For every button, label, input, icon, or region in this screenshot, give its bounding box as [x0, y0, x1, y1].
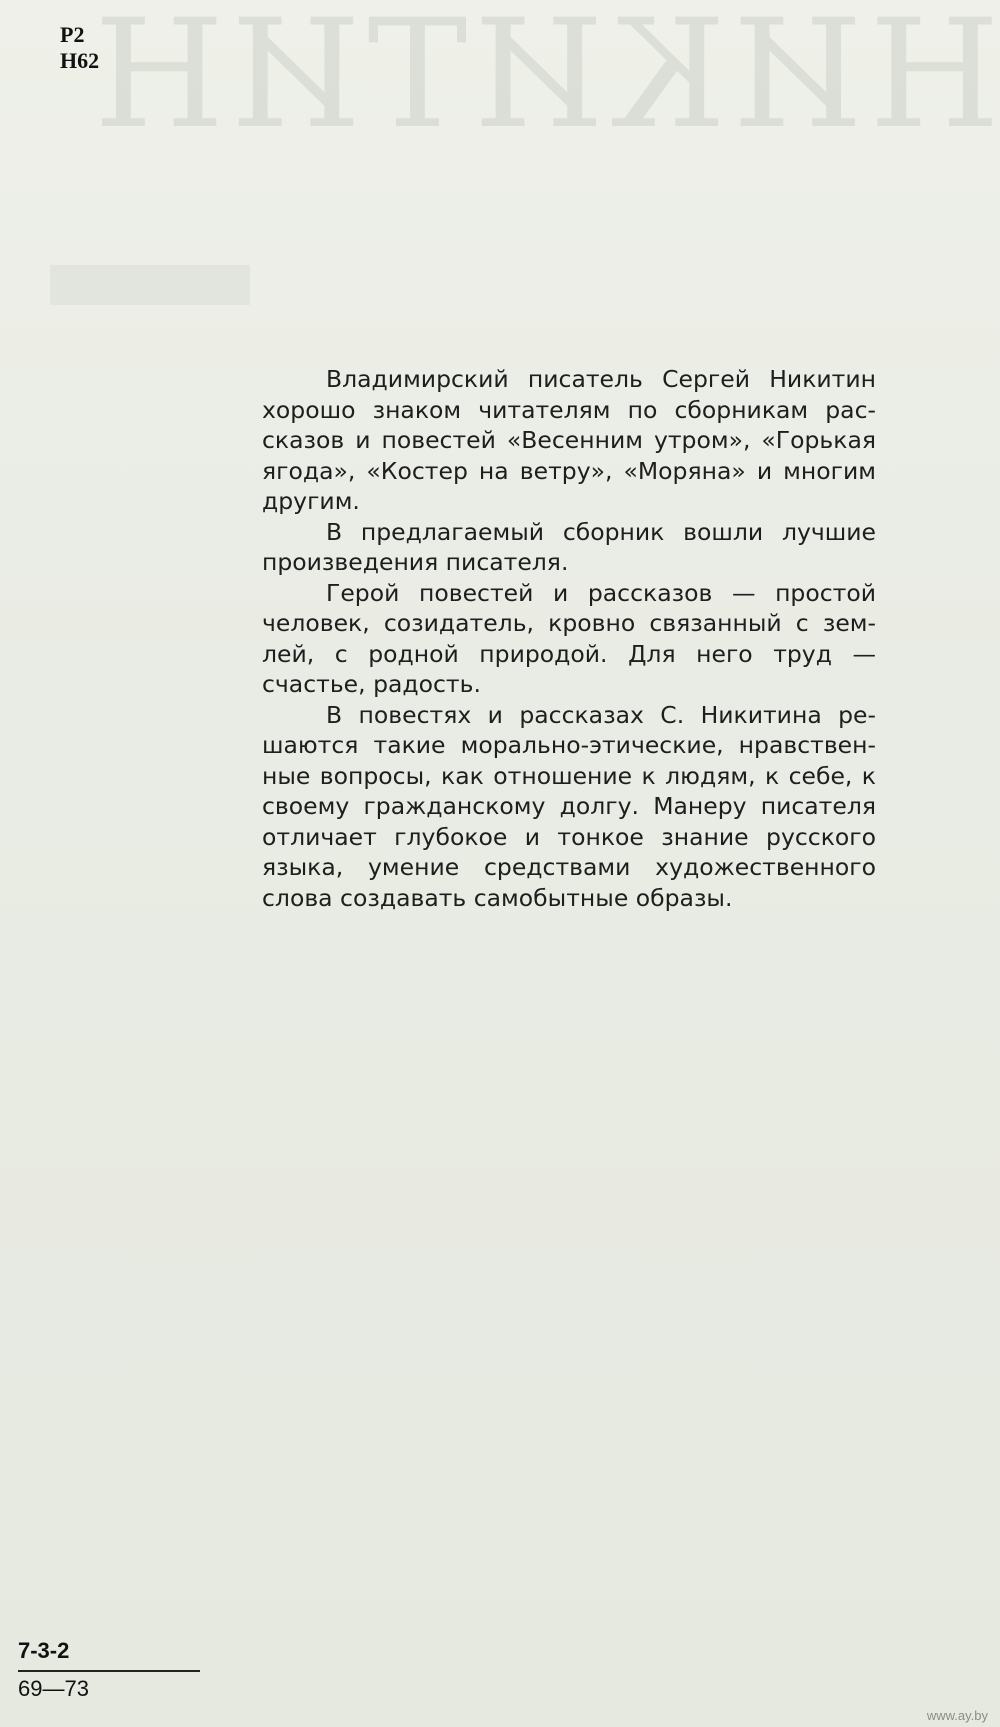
book-annotation	[262, 364, 876, 913]
shelf-mark-line1: Р2	[60, 22, 85, 47]
annotation-paragraph-1: Владимирский писатель Сергей Никитин хорошо знаком читателям по сборникам рассказов и повестей «Весенним утром», «Горькая ягода», «Костер на ветру», «Моряна» и многим другим.	[262, 365, 876, 515]
annotation-paragraph-2: В предлагаемый сборник вошли лучшие произведения писателя.	[262, 517, 876, 576]
annotation-paragraph-3: Герой повестей и рассказов — простой человек, созидатель, кровно связанный с землей, с родной природой. Для него труд — счастье, радость.	[262, 578, 876, 698]
print-code	[18, 1638, 200, 1702]
print-code-bottom: 69—73	[18, 1676, 89, 1701]
show-through-smudge	[50, 265, 250, 305]
shelf-mark	[60, 22, 99, 74]
site-watermark: www.ay.by	[926, 1708, 988, 1723]
show-through-text: НИКИТИН	[87, 0, 1000, 162]
shelf-mark-line2: Н62	[60, 48, 100, 73]
print-code-top: 7-3-2	[18, 1638, 70, 1663]
annotation-paragraph-4: В повестях и рассказах С. Никитина решаются такие морально-этические, нравственные вопросы, как отношение к людям, к себе, к своему гражданскому долгу. Манеру писателя отличает глубокое и тонкое знание русского языка, умение средствами художественного слова создавать самобытные образы.	[262, 700, 876, 912]
